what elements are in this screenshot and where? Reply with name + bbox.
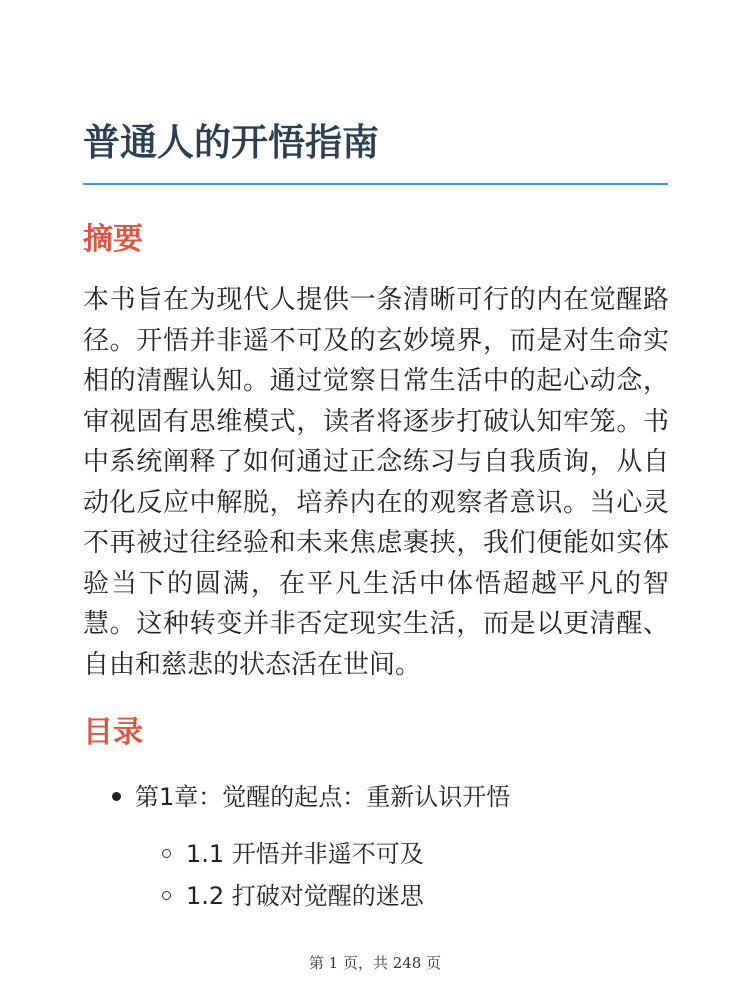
toc-section-1-2[interactable] — [162, 879, 424, 913]
page-number: 第 1 页，共 248 页 — [308, 954, 442, 972]
title-divider — [83, 183, 668, 185]
toc-section-label: 1.1 开悟并非遥不可及 — [186, 840, 424, 868]
hollow-bullet-icon — [162, 849, 171, 858]
hollow-bullet-icon — [162, 891, 171, 900]
abstract-text: 本书旨在为现代人提供一条清晰可行的内在觉醒路径。开悟并非遥不可及的玄妙境界，而是对生命实相的清醒认知。通过觉察日常生活中的起心动念，审视固有思维模式，读者将逐步打破认知牢笼。书中系统阐释了如何通过正念练习与自我质询，从自动化反应中解脱，培养内在的观察者意识。当心灵不再被过往经验和未来焦虑裹挟，我们便能如实体验当下的圆满，在平凡生活中体悟超越平凡的智慧。这种转变并非否定现实生活，而是以更清醒、自由和慈悲的状态活在世间。 — [83, 285, 669, 680]
bullet-icon — [112, 792, 121, 801]
toc-section-label: 1.2 打破对觉醒的迷思 — [186, 882, 424, 910]
toc-chapter-1[interactable] — [112, 780, 510, 814]
toc-heading: 目录 — [83, 715, 143, 750]
toc-section-1-1[interactable] — [162, 837, 424, 871]
toc-chapter-label: 第1章：觉醒的起点：重新认识开悟 — [135, 783, 511, 811]
document-title: 普通人的开悟指南 — [83, 121, 379, 164]
abstract-heading: 摘要 — [83, 222, 143, 257]
